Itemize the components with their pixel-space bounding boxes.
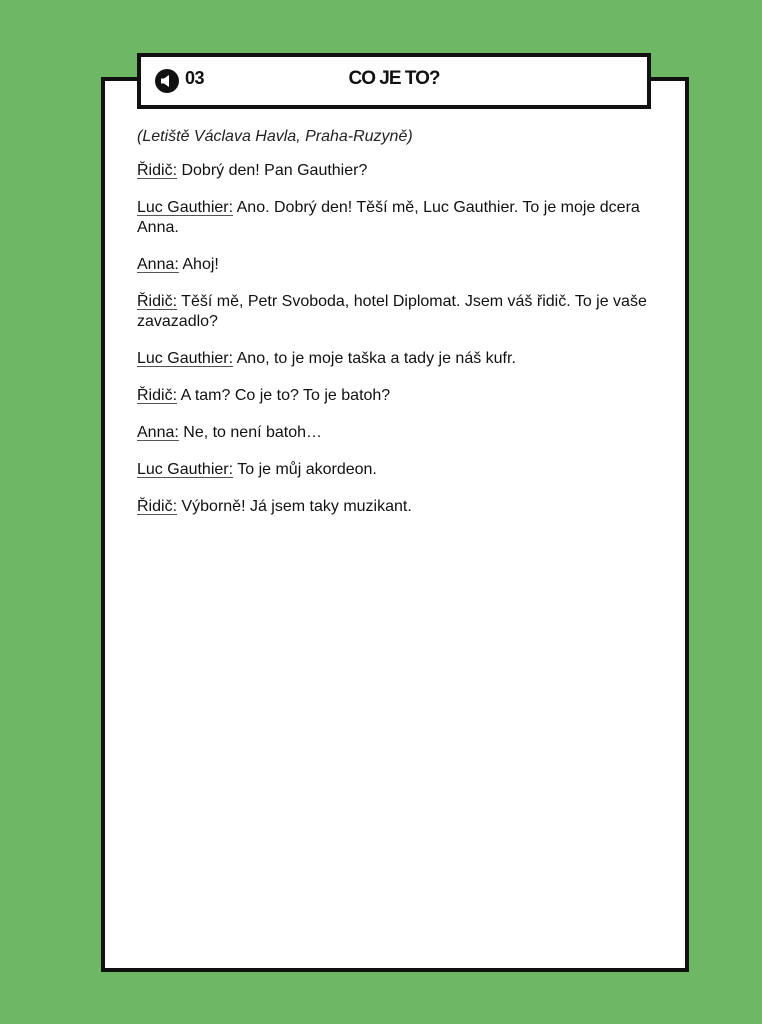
dialogue-line [137,460,657,480]
line-text: To je můj akordeon. [237,461,377,478]
line-text: Ne, to není batoh… [183,424,323,441]
dialogue-line [137,255,657,275]
dialogue-line [137,161,657,181]
speaker-name: Luc Gauthier: [137,199,234,216]
dialogue-line [137,292,657,332]
dialogue-line [137,349,657,369]
line-text: Ano, to je moje taška a tady je náš kufr. [236,350,516,367]
lesson-number: 03 [185,68,205,88]
dialogue [137,126,657,534]
speaker-name: Řidič: [137,293,178,310]
line-text: Těší mě, Petr Svoboda, hotel Diplomat. Jsem váš řidič. To je vaše zavazadlo? [137,293,647,330]
speaker-name: Řidič: [137,162,178,179]
speaker-name: Řidič: [137,498,178,515]
speaker-name: Anna: [137,424,179,441]
line-text: Výborně! Já jsem taky muzikant. [181,498,412,515]
line-text: Dobrý den! Pan Gauthier? [181,162,368,179]
speaker-name: Luc Gauthier: [137,350,234,367]
line-text: Ahoj! [182,256,219,273]
lesson-title: CO JE TO? [348,68,440,89]
dialogue-line [137,423,657,443]
dialogue-setting: (Letiště Václava Havla, Praha-Ruzyně) [137,128,413,145]
line-text: Ano. Dobrý den! Těší mě, Luc Gauthier. To je moje dcera Anna. [137,199,640,236]
speaker-name: Luc Gauthier: [137,461,234,478]
lesson-header [137,53,651,109]
dialogue-line [137,497,657,517]
dialogue-line [137,198,657,238]
dialogue-line [137,386,657,406]
speaker-name: Řidič: [137,387,178,404]
line-text: A tam? Co je to? To je batoh? [180,387,391,404]
speaker-name: Anna: [137,256,179,273]
